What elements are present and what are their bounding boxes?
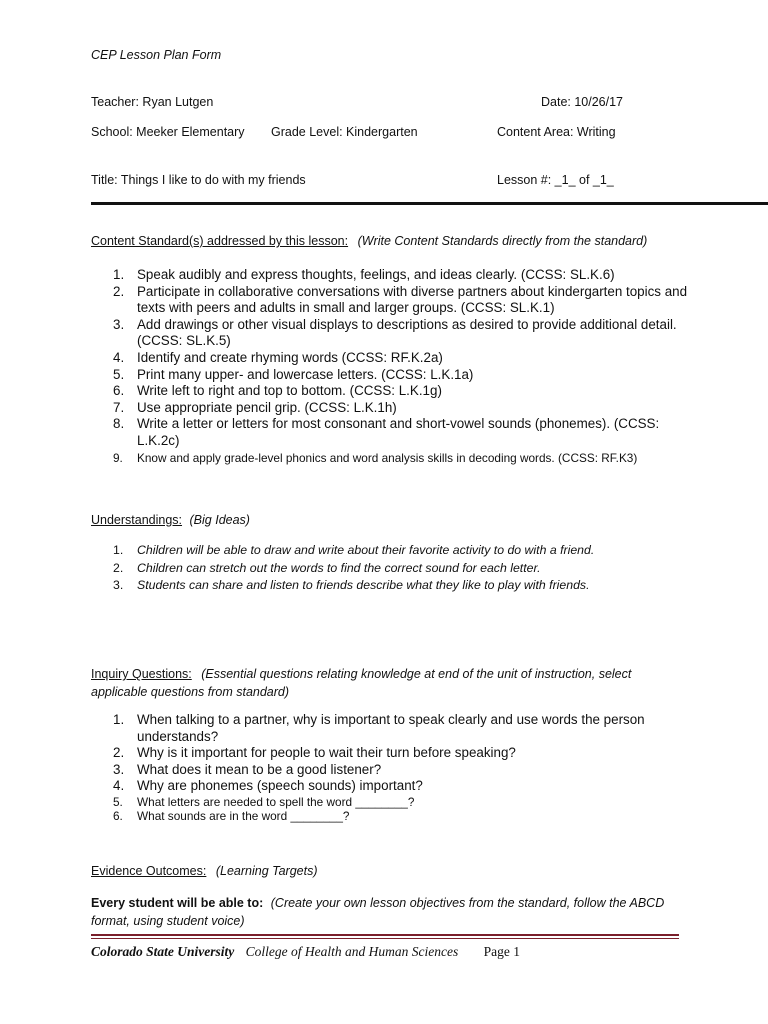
grade-field: Grade Level: Kindergarten	[271, 125, 418, 139]
every-student-label: Every student will be able to:	[91, 896, 264, 910]
understandings-heading-line	[91, 513, 250, 527]
form-title: CEP Lesson Plan Form	[91, 48, 222, 62]
header-divider	[91, 202, 768, 205]
footer-divider	[91, 934, 679, 936]
list-item: 3. Students can share and listen to friends describe what they like to play with friends.	[113, 578, 590, 592]
every-student-note: (Create your own lesson objectives from the standard, follow the ABCD format, using student voice)	[91, 896, 665, 928]
date-field: Date: 10/26/17	[541, 95, 624, 109]
list-item: 4. Identify and create rhyming words (CCSS: RF.K.2a)	[113, 349, 443, 365]
page-footer	[91, 944, 520, 960]
footer-college: College of Health and Human Sciences	[245, 944, 459, 959]
standards-note: (Write Content Standards directly from the standard)	[357, 234, 648, 248]
lesson-number-field: Lesson #: _1_ of _1_	[497, 173, 614, 187]
list-item: 3. Add drawings or other visual displays to descriptions as desired to provide additional detail. (CCSS: SL.K.5)	[113, 316, 677, 349]
list-item: 5. Print many upper- and lowercase letters. (CCSS: L.K.1a)	[113, 366, 474, 382]
standards-heading: Content Standard(s) addressed by this lesson:	[91, 234, 349, 248]
list-item: 2. Why is it important for people to wait their turn before speaking?	[113, 745, 516, 761]
list-item: 3. What does it mean to be a good listener?	[113, 761, 382, 777]
footer-page-number: Page 1	[483, 944, 520, 959]
title-field: Title: Things I like to do with my friends	[91, 173, 306, 187]
content-area-field: Content Area: Writing	[497, 125, 616, 139]
inquiry-heading-line	[91, 665, 681, 701]
list-item: 7. Use appropriate pencil grip. (CCSS: L.K.1h)	[113, 399, 397, 415]
inquiry-note: (Essential questions relating knowledge at end of the unit of instruction, select applicable questions from standard)	[91, 667, 632, 699]
list-item: 6. Write left to right and top to bottom. (CCSS: L.K.1g)	[113, 383, 442, 399]
understandings-note: (Big Ideas)	[189, 513, 250, 527]
list-item: 1. When talking to a partner, why is important to speak clearly and use words the person understands?	[113, 712, 645, 744]
list-item: 6. What sounds are in the word ________?	[113, 808, 350, 823]
list-item: 1. Children will be able to draw and write about their favorite activity to do with a friend.	[113, 543, 595, 557]
school-field: School: Meeker Elementary	[91, 125, 245, 139]
standards-list	[91, 267, 691, 466]
inquiry-heading: Inquiry Questions:	[91, 667, 192, 681]
list-item: 4. Why are phonemes (speech sounds) important?	[113, 778, 423, 794]
teacher-field: Teacher: Ryan Lutgen	[91, 95, 214, 109]
evidence-heading: Evidence Outcomes:	[91, 864, 207, 878]
list-item: 9. Know and apply grade-level phonics and word analysis skills in decoding words. (CCSS: RF.K3)	[113, 450, 638, 465]
standards-heading-line	[91, 234, 647, 248]
footer-university: Colorado State University	[91, 944, 235, 959]
understandings-heading: Understandings:	[91, 513, 183, 527]
evidence-heading-line	[91, 864, 318, 878]
inquiry-list	[91, 712, 691, 823]
list-item: 2. Participate in collaborative conversations with diverse partners about kindergarten topics and texts with peers and adults in small and larger groups. (CCSS: SL.K.1)	[113, 283, 688, 316]
understandings-list	[91, 542, 711, 595]
evidence-note: (Learning Targets)	[215, 864, 318, 878]
every-student-line	[91, 894, 681, 930]
list-item: 5. What letters are needed to spell the word ________?	[113, 794, 415, 809]
footer-divider-thin	[91, 938, 679, 939]
list-item: 2. Children can stretch out the words to find the correct sound for each letter.	[113, 560, 541, 575]
list-item: 8. Write a letter or letters for most consonant and short-vowel sounds (phonemes). (CCSS: L.K.2c)	[113, 416, 660, 448]
list-item: 1. Speak audibly and express thoughts, feelings, and ideas clearly. (CCSS: SL.K.6)	[113, 267, 615, 282]
